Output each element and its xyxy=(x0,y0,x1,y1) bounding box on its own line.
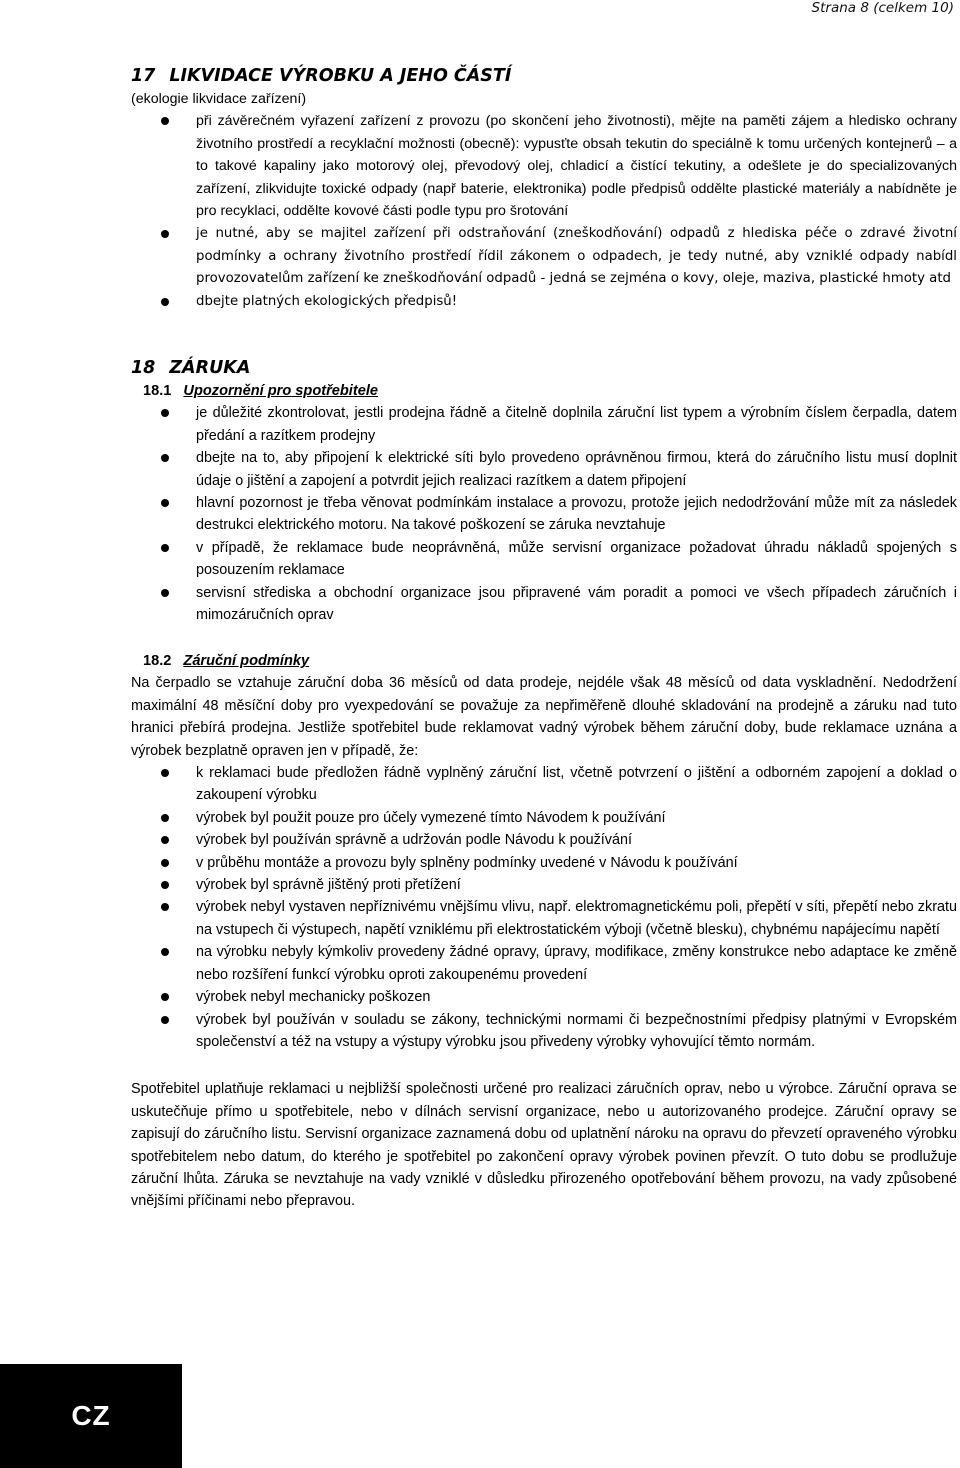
bullet-icon xyxy=(161,589,169,597)
section-17-heading xyxy=(131,64,957,88)
list-item: v případě, že reklamace bude neoprávněná, může servisní organizace požadovat úhradu nákladů spojených s posouzením reklamace xyxy=(131,537,957,582)
list-item: k reklamaci bude předložen řádně vyplněný záruční list, včetně potvrzení o jištění a odborném zapojení a doklad o zakoupení výrobku xyxy=(131,762,957,807)
list-item: v průběhu montáže a provozu byly splněny podmínky uvedené v Návodu k používání xyxy=(131,852,957,874)
language-tag: CZ xyxy=(0,1364,182,1468)
bullet-icon xyxy=(161,454,169,462)
page-number: Strana 8 (celkem 10) xyxy=(811,0,954,16)
section-18-heading xyxy=(131,356,957,380)
list-item: dbejte na to, aby připojení k elektrické síti bylo provedeno oprávněnou firmou, která do záručního listu musí doplnit údaje o jištění a zapojení a potvrdit jejich realizaci razítkem a datem připojení xyxy=(131,447,957,492)
bullet-icon xyxy=(161,903,169,911)
list-item: je nutné, aby se majitel zařízení při odstraňování (zneškodňování) odpadů z hlediska péče o zdravé životní podmínky a ochrany životního prostředí řídil zákonem o odpadech, je tedy nutné, aby vzniklé odpady nabídl provozovatelům zařízení ke zneškodňování odpadů - jedná se zejména o kovy, oleje, maziva, plastické hmoty atd xyxy=(131,223,957,291)
bullet-icon xyxy=(161,230,169,238)
section-18-title: ZÁRUKA xyxy=(169,358,251,379)
list-item: je důležité zkontrolovat, jestli prodejna řádně a čitelně doplnila záruční list typem a výrobním číslem čerpadla, datem předání a razítkem prodejny xyxy=(131,402,957,447)
list-item: při závěrečném vyřazení zařízení z provozu (po skončení jeho životnosti), mějte na paměti zájem a hledisko ochrany životního prostředí a recyklační možnosti (obecně): vypusťte obsah tekutin do speciálně k tomu určených kontejnerů – a to takové kapaliny jako motorový olej, převodový olej, chladicí a čistící tekutiny, a odešlete je do specializovaných zařízení, zlikvidujte toxické odpady (např baterie, elektronika) podle předpisů oddělte plastické materiály a nabídněte je pro recyklaci, oddělte kovové části podle typu pro šrotování xyxy=(131,110,957,223)
bullet-icon xyxy=(161,769,169,777)
bullet-icon xyxy=(161,117,169,125)
list-item: výrobek byl použit pouze pro účely vymezené tímto Návodem k používání xyxy=(131,807,957,829)
subsection-18-1-list xyxy=(131,402,957,626)
bullet-icon xyxy=(161,814,169,822)
list-item: výrobek nebyl mechanicky poškozen xyxy=(131,986,957,1008)
bullet-icon xyxy=(161,298,169,306)
spacer xyxy=(131,1053,957,1078)
section-17-number: 17 xyxy=(131,66,156,86)
list-item: výrobek nebyl vystaven nepříznivému vnějšímu vlivu, např. elektromagnetickému poli, přepětí v síti, přepětí nebo zkratu na vstupech či výstupech, napětí vzniklému při elektrostatickém výboji (včetně blesku), chybnému napájecímu napětí xyxy=(131,896,957,941)
list-item: dbejte platných ekologických předpisů! xyxy=(131,291,957,314)
list-item: servisní střediska a obchodní organizace jsou připravené vám poradit a pomoci ve všech případech záručních i mimozáručních oprav xyxy=(131,582,957,627)
bullet-icon xyxy=(161,836,169,844)
section-17-list xyxy=(131,110,957,313)
section-17 xyxy=(131,64,957,313)
document-body xyxy=(131,64,957,1213)
bullet-icon xyxy=(161,499,169,507)
list-item: výrobek byl používán v souladu se zákony, technickými normami či bezpečnostními předpisy platnými v Evropském společenství a též na vstupy a výstupy výrobku jsou přivedeny výrobky vyhovující těmto normám. xyxy=(131,1009,957,1054)
list-item: hlavní pozornost je třeba věnovat podmínkám instalace a provozu, protože jejich nedodržování může mít za následek destrukci elektrického motoru. Na takové poškození se záruka nevztahuje xyxy=(131,492,957,537)
list-item: výrobek byl správně jištěný proti přetížení xyxy=(131,874,957,896)
bullet-icon xyxy=(161,993,169,1001)
bullet-icon xyxy=(161,544,169,552)
section-17-subtitle: (ekologie likvidace zařízení) xyxy=(131,91,307,107)
subsection-18-2-list xyxy=(131,762,957,1053)
section-18 xyxy=(131,356,957,1212)
warranty-intro: Na čerpadlo se vztahuje záruční doba 36 měsíců od data prodeje, nejdéle však 48 měsíců od data vyskladnění. Nedodržení maximální 48 měsíční doby pro vyexpedování se považuje za nepřiměřeně dlouhé skladování na prodejně a záruku nad tuto hranici přebírá prodejna. Jestliže spotřebitel bude reklamovat vadný výrobek během záruční doby, bude reklamace uznána a výrobek bezplatně opraven jen v případě, že: xyxy=(131,675,957,759)
subsection-18-1-heading: 18.1 Upozornění pro spotřebitele xyxy=(143,383,378,400)
bullet-icon xyxy=(161,948,169,956)
section-17-title: LIKVIDACE VÝROBKU A JEHO ČÁSTÍ xyxy=(169,66,512,86)
subsection-18-2-heading: 18.2 Záruční podmínky xyxy=(143,653,310,670)
bullet-icon xyxy=(161,881,169,889)
list-item: výrobek byl používán správně a udržován podle Návodu k používání xyxy=(131,829,957,851)
warranty-closing: Spotřebitel uplatňuje reklamaci u nejbližší společnosti určené pro realizaci záručních oprav, nebo u výrobce. Záruční oprava se uskutečňuje přímo u spotřebitele, nebo v dílnách servisní organizace, nebo u autorizovaného prodejce. Záruční opravy se zapisují do záručního listu. Servisní organizace zaznamená dobu od uplatnění nároku na opravu do převzetí opraveného výrobku spotřebitelem nebo datum, do kterého je spotřebitel po zakončení opravy výrobek povinen převzít. O tuto dobu se prodlužuje záruční lhůta. Záruka se nevztahuje na vady vzniklé v důsledku přirozeného opotřebování během provozu, na vady způsobené vnějšími příčinami nebo přepravou. xyxy=(131,1081,957,1210)
list-item: na výrobku nebyly kýmkoliv provedeny žádné opravy, úpravy, modifikace, změny konstrukce nebo adaptace ke změně nebo rozšíření funkcí výrobku oproti zakoupenému provedení xyxy=(131,941,957,986)
bullet-icon xyxy=(161,409,169,417)
bullet-icon xyxy=(161,859,169,867)
bullet-icon xyxy=(161,1016,169,1024)
section-18-number: 18 xyxy=(131,358,156,379)
